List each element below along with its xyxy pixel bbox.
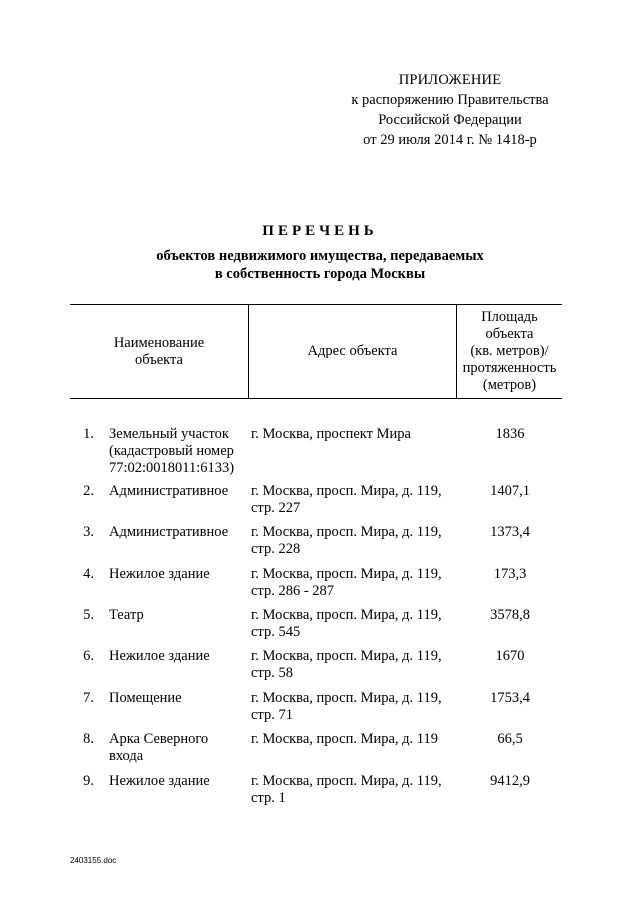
object-name-line: Арка Северного	[109, 731, 209, 747]
object-name	[109, 648, 249, 665]
appendix-block	[300, 70, 600, 150]
object-name	[109, 483, 249, 500]
header-area	[457, 305, 562, 398]
object-name-line: Нежилое здание	[109, 773, 210, 789]
document-subtitle	[0, 247, 640, 283]
object-name-line: Нежилое здание	[109, 566, 210, 582]
object-address	[251, 648, 461, 682]
appendix-date: от 29 июля 2014 г. № 1418-р	[363, 132, 537, 148]
header-area-line: протяженность	[462, 360, 557, 376]
header-address	[249, 305, 456, 398]
document-title: ПЕРЕЧЕНЬ	[262, 223, 378, 239]
subtitle-line: в собственность города Москвы	[214, 266, 426, 282]
object-name-line: (кадастровый номер	[109, 443, 234, 459]
object-area: 1753,4	[490, 690, 530, 706]
object-area: 3578,8	[490, 607, 530, 623]
object-name-line: Земельный участок	[109, 426, 229, 442]
object-name-line: Нежилое здание	[109, 648, 210, 664]
object-address-line: г. Москва, просп. Мира, д. 119,	[251, 773, 442, 789]
object-address-line: стр. 227	[251, 500, 301, 516]
object-address	[251, 773, 461, 807]
object-name-line: входа	[109, 748, 144, 764]
object-address	[251, 566, 461, 600]
object-name-line: 77:02:0018011:6133)	[109, 460, 235, 476]
object-name	[109, 731, 249, 765]
object-name	[109, 773, 249, 790]
object-address-line: г. Москва, просп. Мира, д. 119,	[251, 524, 442, 540]
object-area: 1373,4	[490, 524, 530, 540]
object-address-line: г. Москва, просп. Мира, д. 119	[251, 731, 439, 747]
object-name	[109, 690, 249, 707]
row-number: 4.	[83, 566, 94, 582]
object-name	[109, 607, 249, 624]
object-area: 1670	[495, 648, 525, 664]
row-number: 3.	[83, 524, 94, 540]
object-address-line: стр. 71	[251, 707, 293, 723]
object-address-line: г. Москва, просп. Мира, д. 119,	[251, 690, 442, 706]
header-area-line: (кв. метров)/	[470, 343, 549, 359]
object-address	[251, 731, 461, 748]
object-address	[251, 607, 461, 641]
object-area: 9412,9	[490, 773, 530, 789]
object-area: 66,5	[497, 731, 523, 747]
object-name-line: Административное	[109, 483, 229, 499]
row-number: 7.	[83, 690, 94, 706]
object-name-line: Театр	[109, 607, 144, 623]
object-name	[109, 566, 249, 583]
object-area: 173,3	[493, 566, 527, 582]
row-number: 8.	[83, 731, 94, 747]
object-address-line: стр. 545	[251, 624, 301, 640]
object-address-line: г. Москва, проспект Мира	[251, 426, 411, 442]
appendix-heading: ПРИЛОЖЕНИЕ	[398, 72, 502, 88]
row-number: 9.	[83, 773, 94, 789]
appendix-line: Российской Федерации	[378, 112, 522, 128]
subtitle-line: объектов недвижимого имущества, передаваемых	[156, 248, 484, 264]
object-area: 1836	[495, 426, 525, 442]
header-name-line: объекта	[134, 351, 183, 368]
object-area: 1407,1	[490, 483, 530, 499]
header-name	[70, 305, 248, 398]
object-address	[251, 426, 461, 443]
object-address	[251, 524, 461, 558]
object-name-line: Административное	[109, 524, 229, 540]
object-address	[251, 483, 461, 517]
object-address-line: стр. 228	[251, 541, 301, 557]
object-address	[251, 690, 461, 724]
object-address-line: г. Москва, просп. Мира, д. 119,	[251, 607, 442, 623]
row-number: 2.	[83, 483, 94, 499]
object-address-line: стр. 286 - 287	[251, 583, 335, 599]
object-address-line: г. Москва, просп. Мира, д. 119,	[251, 566, 442, 582]
row-number: 5.	[83, 607, 94, 623]
row-number: 1.	[83, 426, 94, 442]
header-address-line: Адрес объекта	[307, 343, 398, 359]
header-area-line: объекта	[485, 326, 534, 342]
header-area-line: (метров)	[482, 377, 537, 393]
file-name-footer: 2403155.doc	[70, 856, 117, 865]
header-name-line: Наименование	[113, 334, 205, 351]
object-name	[109, 426, 249, 477]
appendix-line: к распоряжению Правительства	[351, 92, 549, 108]
object-address-line: стр. 58	[251, 665, 293, 681]
object-name	[109, 524, 249, 541]
object-address-line: г. Москва, просп. Мира, д. 119,	[251, 483, 442, 499]
header-area-line: Площадь	[481, 309, 538, 325]
object-address-line: г. Москва, просп. Мира, д. 119,	[251, 648, 442, 664]
object-address-line: стр. 1	[251, 790, 286, 806]
object-name-line: Помещение	[109, 690, 182, 706]
table-header-bottom-rule	[70, 398, 562, 399]
row-number: 6.	[83, 648, 94, 664]
